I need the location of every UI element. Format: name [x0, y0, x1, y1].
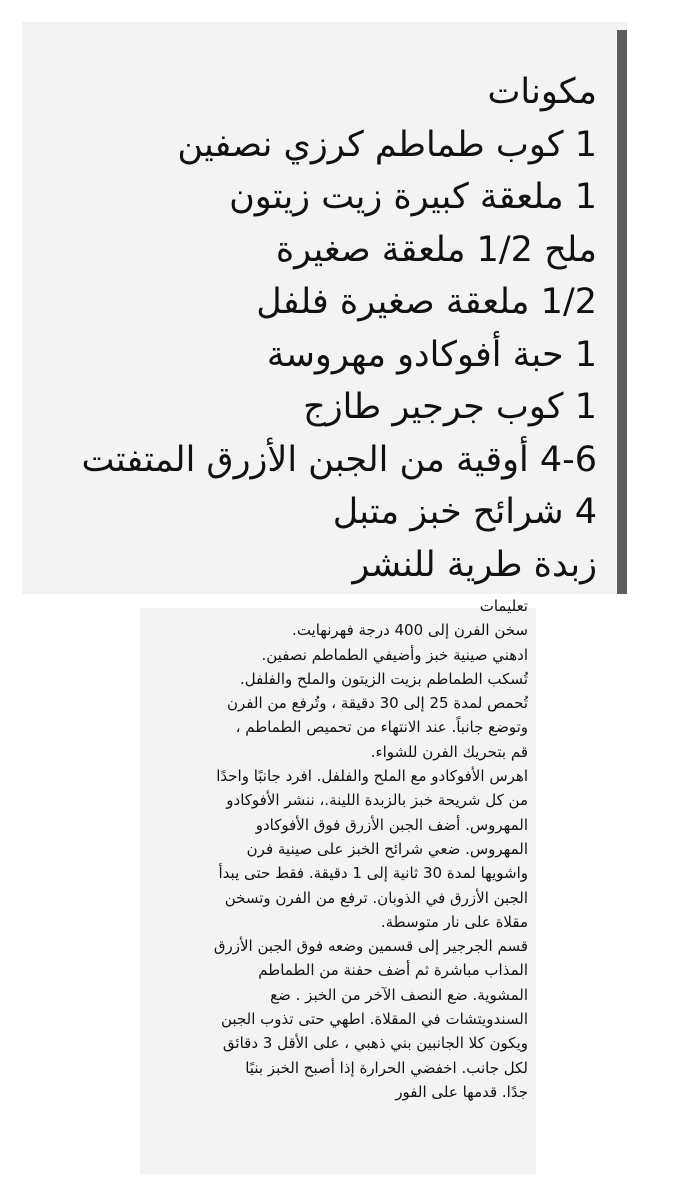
ingredient-item: 1 كوب جرجير طازج	[303, 387, 597, 427]
instructions-title: تعليمات	[479, 597, 528, 615]
instruction-line: جدًا. قدمها على الفور	[395, 1082, 528, 1101]
instruction-line: مقلاة على نار متوسطة.	[380, 912, 528, 931]
instruction-line: الجبن الأزرق في الذوبان. ترفع من الفرن وتسخن	[224, 888, 528, 907]
instruction-line: سخن الفرن إلى 400 درجة فهرنهايت.	[292, 621, 528, 640]
instruction-line: المذاب مباشرة ثم أضف حفنة من الطماطم	[258, 961, 528, 980]
ingredient-item: 1 كوب طماطم كرزي نصفين	[177, 124, 597, 165]
ingredient-item: زبدة طرية للنشر	[352, 544, 597, 585]
ingredient-item: 4-6 أوقية من الجبن الأزرق المتفتت	[81, 439, 597, 480]
instruction-line: لكل جانب. اخفضي الحرارة إذا أصبح الخبز بنيًا	[245, 1058, 528, 1077]
instruction-line: المهروس. أضف الجبن الأزرق فوق الأفوكادو	[255, 815, 528, 834]
ingredient-item: ملح 1/2 ملعقة صغيرة	[275, 229, 597, 270]
ingredient-item: 4 شرائح خبز متبل	[332, 492, 597, 532]
ingredients-list	[37, 66, 597, 591]
instruction-line: قم بتحريك الفرن للشواء.	[370, 742, 528, 761]
instruction-line: واشويها لمدة 30 ثانية إلى 1 دقيقة. فقط حتى يبدأ	[218, 864, 528, 883]
instruction-line: المهروس. ضعي شرائح الخبز على صينية فرن	[246, 839, 528, 858]
instructions-text	[148, 594, 528, 1104]
ingredient-item: 1 حبة أفوكادو مهروسة	[266, 334, 597, 375]
instruction-line: ويكون كلا الجانبين بني ذهبي ، على الأقل 3 دقائق	[222, 1034, 528, 1053]
ingredient-item: 1/2 ملعقة صغيرة فلفل	[256, 282, 597, 322]
ingredients-card	[22, 22, 627, 594]
instruction-line: ادهني صينية خبز وأضيفي الطماطم نصفين.	[261, 645, 528, 664]
margin-bar	[617, 30, 627, 594]
instruction-line: اهرس الأفوكادو مع الملح والفلفل. افرد جانبًا واحدًا	[216, 767, 528, 786]
instruction-line: السندويتشات في المقلاة. اطهي حتى تذوب الجبن	[221, 1010, 528, 1029]
instruction-line: وتوضع جانباً. عند الانتهاء من تحميص الطماطم ،	[235, 718, 528, 737]
ingredients-title: مكونات	[487, 72, 597, 112]
instructions-card	[140, 597, 536, 1174]
instruction-line: المشوية. ضع النصف الآخر من الخبز . ضع	[270, 985, 528, 1004]
instruction-line: تُسكب الطماطم بزيت الزيتون والملح والفلفل.	[239, 669, 528, 688]
ingredient-item: 1 ملعقة كبيرة زيت زيتون	[229, 177, 597, 217]
instruction-line: تُحمص لمدة 25 إلى 30 دقيقة ، وتُرفع من الفرن	[227, 694, 528, 713]
instruction-line: من كل شريحة خبز بالزبدة اللينة.، ننشر الأفوكادو	[226, 791, 528, 810]
instruction-line: قسم الجرجير إلى قسمين وضعه فوق الجبن الأزرق	[213, 937, 528, 956]
